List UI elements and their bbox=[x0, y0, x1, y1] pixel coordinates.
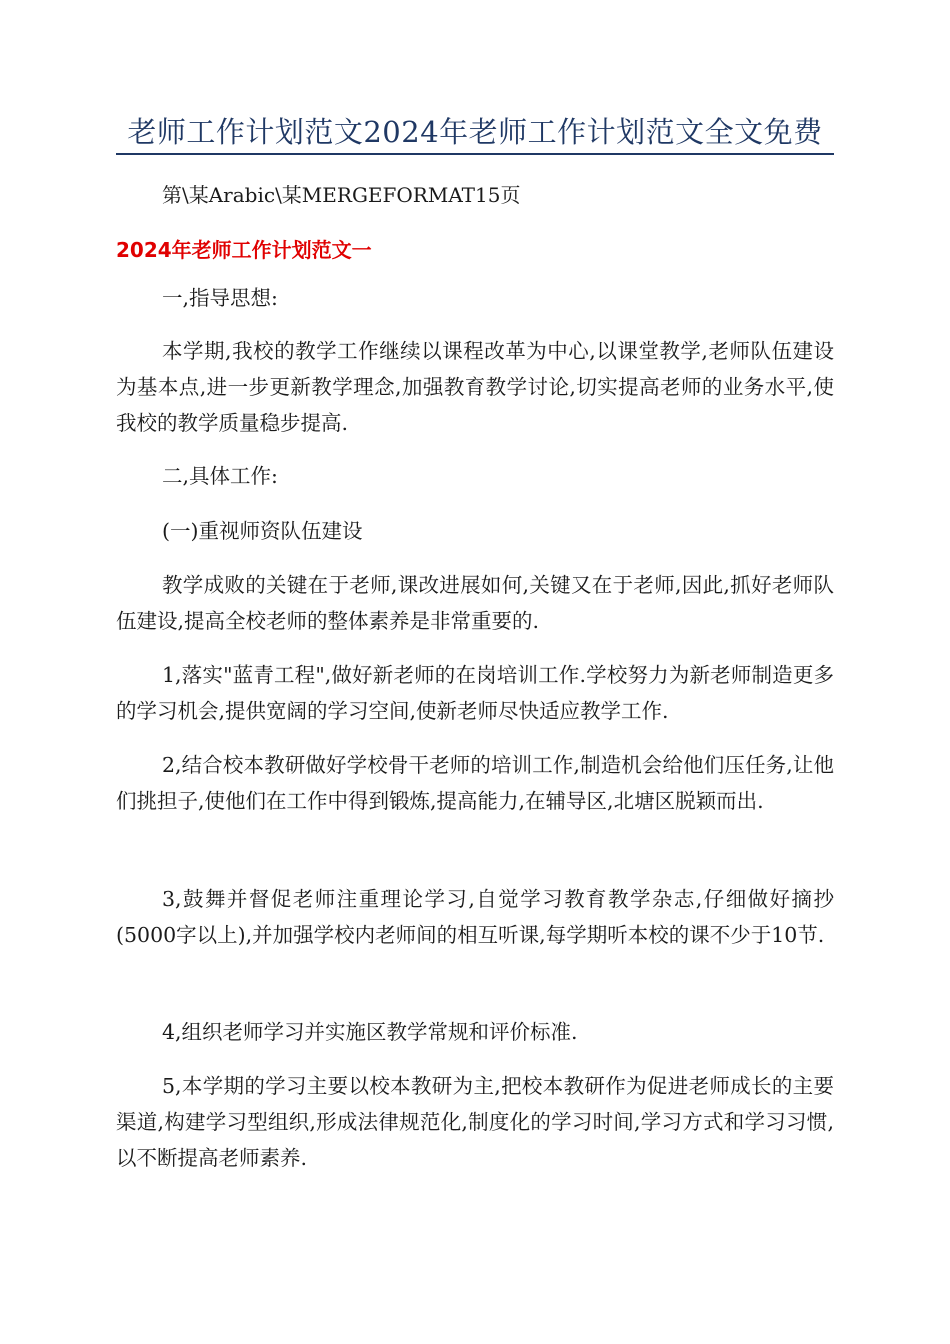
paragraph-staff-intro: 教学成败的关键在于老师,课改进展如何,关键又在于老师,因此,抓好老师队伍建设,提高全校老师的整体素养是非常重要的. bbox=[116, 573, 834, 633]
paragraph-guiding-ideology: 本学期,我校的教学工作继续以课程改革为中心,以课堂教学,老师队伍建设为基本点,进一步更新教学理念,加强教育教学讨论,切实提高老师的业务水平,使我校的教学质量稳步提高. bbox=[116, 339, 834, 435]
section-heading: 2024年老师工作计划范文一 bbox=[116, 238, 372, 262]
document-title: 老师工作计划范文2024年老师工作计划范文全文免费 bbox=[127, 115, 823, 149]
title-underline bbox=[116, 153, 834, 155]
page-number-field: 第\某Arabic\某MERGEFORMAT15页 bbox=[162, 183, 521, 207]
paragraph-item-2: 2,结合校本教研做好学校骨干老师的培训工作,制造机会给他们压任务,让他们挑担子,使他们在工作中得到锻炼,提高能力,在辅导区,北塘区脱颖而出. bbox=[116, 753, 834, 813]
paragraph-subheading-staff: (一)重视师资队伍建设 bbox=[162, 519, 363, 543]
paragraph-specific-work-heading: 二,具体工作: bbox=[162, 464, 278, 488]
paragraph-item-4: 4,组织老师学习并实施区教学常规和评价标准. bbox=[162, 1020, 578, 1044]
paragraph-item-3: 3,鼓舞并督促老师注重理论学习,自觉学习教育教学杂志,仔细做好摘抄(5000字以上),并加强学校内老师间的相互听课,每学期听本校的课不少于10节. bbox=[116, 887, 834, 947]
paragraph-item-1: 1,落实"蓝青工程",做好新老师的在岗培训工作.学校努力为新老师制造更多的学习机会,提供宽阔的学习空间,使新老师尽快适应教学工作. bbox=[116, 663, 834, 723]
paragraph-guiding-ideology-heading: 一,指导思想: bbox=[162, 286, 278, 310]
paragraph-item-5: 5,本学期的学习主要以校本教研为主,把校本教研作为促进老师成长的主要渠道,构建学习型组织,形成法律规范化,制度化的学习时间,学习方式和学习习惯,以不断提高老师素养. bbox=[116, 1074, 834, 1170]
